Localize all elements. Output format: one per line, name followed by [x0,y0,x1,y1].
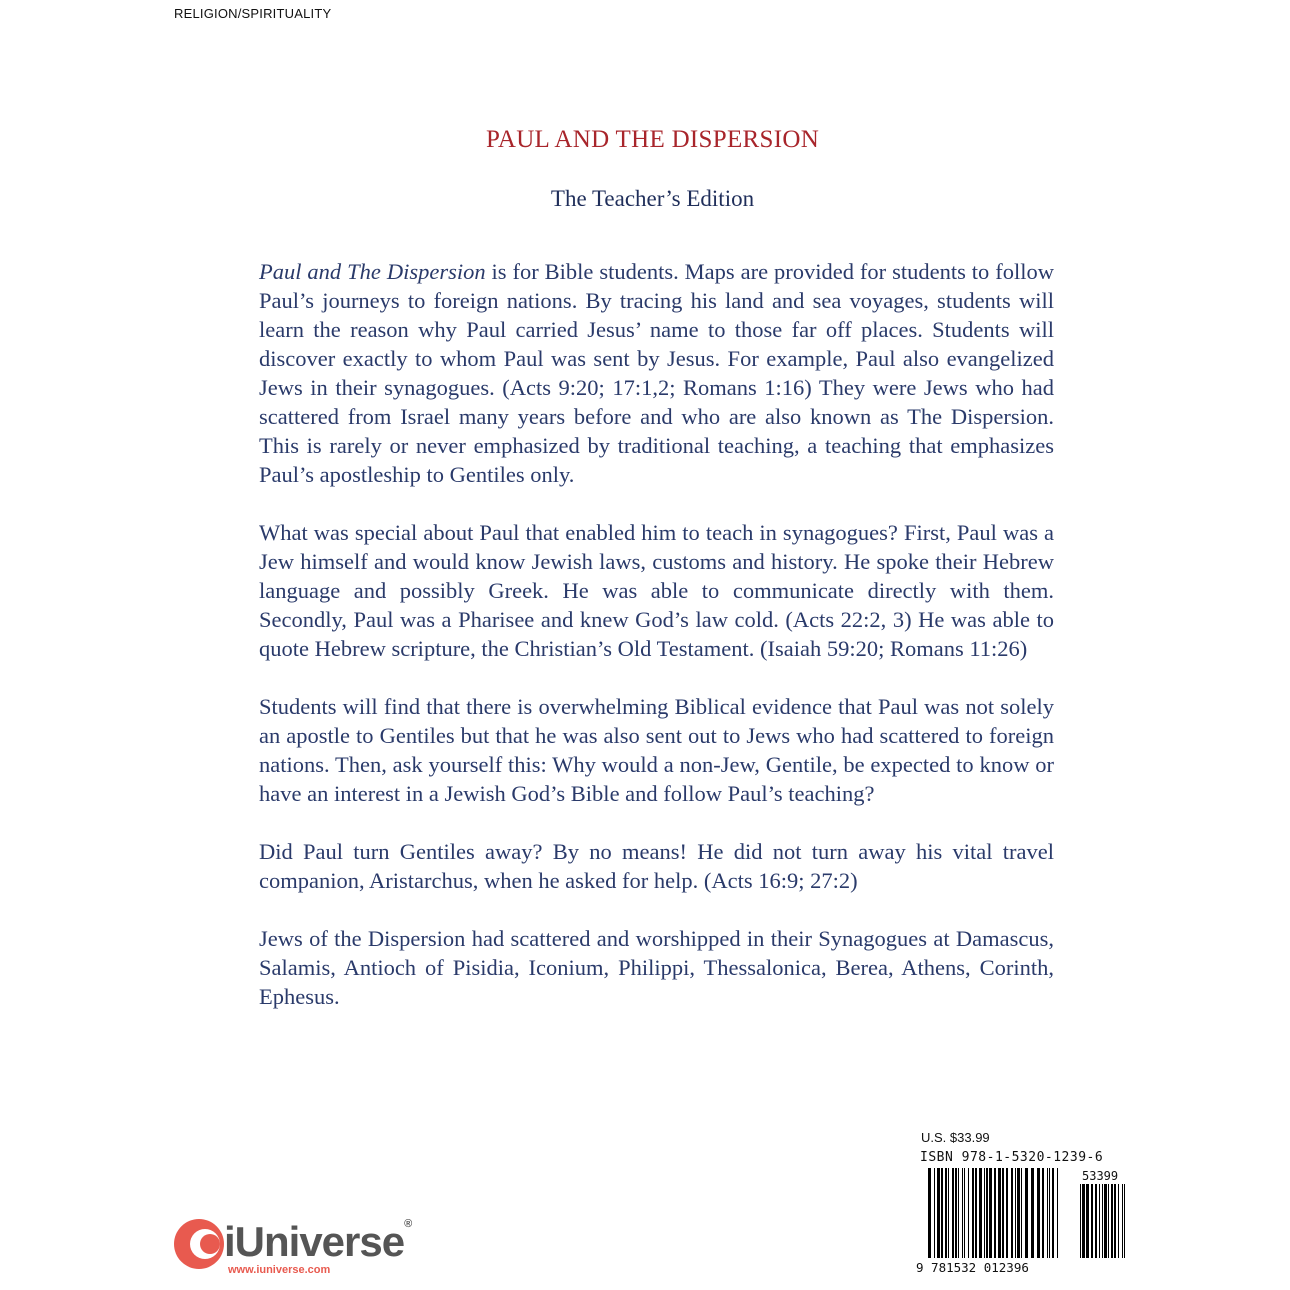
barcode-bar [1082,1184,1085,1258]
barcode-bar [1042,1168,1044,1258]
barcode-bar [1017,1168,1020,1258]
category-label: RELIGION/SPIRITUALITY [174,6,332,21]
barcode-bar [1047,1168,1048,1258]
barcode-bar [1086,1184,1089,1258]
barcode-bar [962,1168,963,1258]
barcode-bar [1049,1168,1050,1258]
barcode-bar [1118,1184,1119,1258]
barcode-bar [1114,1184,1116,1258]
barcode-bar [934,1168,935,1258]
blurb-paragraph-1-text: is for Bible students. Maps are provided for students to follow Paul’s journeys to foreign nations. By tracing his land and sea voyages, students will learn the reason why Paul carried Jesus’ name to those far off places. Students will discover exactly to whom Paul was sent by Jesus. For example, Paul also evangelized Jews in their synagogues. (Acts 9:20; 17:1,2; Romans 1:16) They were Jews who had scattered from Israel many years before and who are also known as The Dispersion. This is rarely or never emphasized by traditional teaching, a teaching that emphasizes Paul’s apostleship to Gentiles only. [259,259,1054,487]
barcode-bar [1052,1168,1054,1258]
barcode-bar [975,1168,977,1258]
barcode-bar [952,1168,954,1258]
barcode-bar [1124,1184,1125,1258]
barcode-bar [1104,1184,1107,1258]
barcode-bar [1031,1168,1034,1258]
barcode-bar [972,1168,974,1258]
blurb-paragraph-5: Jews of the Dispersion had scattered and worshipped in their Synagogues at Damascus, Salamis, Antioch of Pisidia, Iconium, Philippi, Thessalonica, Berea, Athens, Corinth, Ephesus. [259,926,1054,1009]
barcode-bar [998,1168,1001,1258]
blurb [259,257,1054,1040]
barcode-bar [945,1168,947,1258]
barcode-bar [937,1168,940,1258]
barcode-bar [994,1168,996,1258]
publisher-url: www.iuniverse.com [228,1264,331,1276]
book-title: PAUL AND THE DISPERSION [485,126,820,153]
blurb-paragraph-3: Students will find that there is overwhelming Biblical evidence that Paul was not solely an apostle to Gentiles but that he was also sent out to Jews who had scattered to foreign nations. Then, ask yourself this: Why would a non-Jew, Gentile, be expected to know or have an interest in a Jewish God’s Bible and follow Paul’s teaching? [259,694,1054,806]
registered-mark: ® [404,1218,412,1230]
barcode-bar [1006,1168,1008,1258]
blurb-paragraph-1 [259,257,1054,489]
barcode-bar [928,1168,931,1258]
barcode-bar [1037,1168,1040,1258]
barcode-bar [958,1168,959,1258]
iuniverse-logo-icon [172,1215,230,1273]
barcode-bar [979,1168,982,1258]
publisher-name-text: iUniverse [224,1218,405,1265]
barcode-bar [968,1168,969,1258]
barcode-bar [964,1168,965,1258]
barcode-bar [1095,1184,1097,1258]
publisher-name [224,1218,411,1266]
book-subtitle: The Teacher’s Edition [550,186,755,211]
barcode-bar [1057,1168,1058,1258]
barcode-bar [986,1168,988,1258]
barcode-bar [1091,1184,1093,1258]
barcode-bar [1122,1184,1123,1258]
barcode-bar [1021,1168,1022,1258]
barcode-bar [1080,1184,1081,1258]
barcode-bar [941,1168,943,1258]
barcode-bar [1108,1184,1109,1258]
ean-digits: 9 781532 012396 [916,1260,1029,1275]
barcode-bar [1025,1168,1028,1258]
barcode-bar [1102,1184,1103,1258]
price-label: U.S. $33.99 [921,1130,990,1145]
barcode [914,1166,1134,1278]
barcode-bar [1011,1168,1013,1258]
blurb-paragraph-4: Did Paul turn Gentiles away? By no means! He did not turn away his vital travel companion, Aristarchus, when he asked for help. (Acts 16:9; 27:2) [259,839,1054,893]
isbn-label: ISBN 978-1-5320-1239-6 [920,1150,1104,1165]
barcode-bar [1002,1168,1004,1258]
barcode-bar [955,1168,957,1258]
barcode-bar [948,1168,949,1258]
barcode-bar [1015,1168,1016,1258]
barcode-bar [1099,1184,1100,1258]
addon-bars [1080,1184,1125,1258]
price-code-digits: 53399 [1082,1169,1119,1183]
blurb-italic-lead: Paul and The Dispersion [259,259,486,284]
barcode-bar [984,1168,985,1258]
barcode-bar [989,1168,992,1258]
barcode-bar [1111,1184,1113,1258]
blurb-paragraph-2: What was special about Paul that enabled him to teach in synagogues? First, Paul was a Jew himself and would know Jewish laws, customs and history. He spoke their Hebrew language and possibly Greek. He was able to communicate directly with them. Secondly, Paul was a Pharisee and knew God’s law cold. (Acts 22:2, 3) He was able to quote Hebrew scripture, the Christian’s Old Testament. (Isaiah 59:20; Romans 11:26) [259,520,1054,661]
